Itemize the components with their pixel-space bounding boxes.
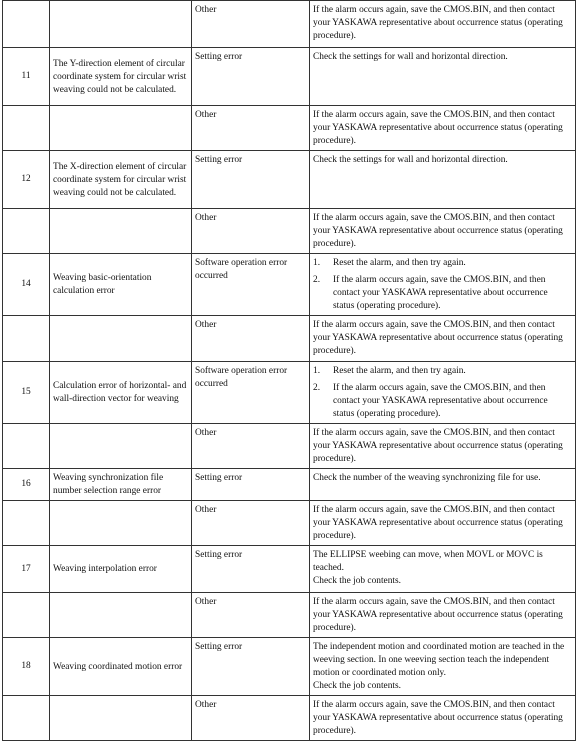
alarm-number	[3, 501, 50, 546]
alarm-cause: Setting error	[192, 469, 310, 501]
remedy-step	[313, 257, 571, 270]
alarm-number	[3, 209, 50, 254]
alarm-number: 11	[3, 48, 50, 106]
remedy-steps	[313, 257, 571, 313]
alarm-remedy	[310, 696, 576, 741]
table-row	[3, 316, 576, 362]
alarm-cause: Setting error	[192, 546, 310, 593]
remedy-line: If the alarm occurs again, save the CMOS.BIN, and then contact your YASKAWA representative about occurrence status (operating procedure).	[313, 5, 563, 41]
remedy-steps	[313, 365, 571, 421]
table-row	[3, 151, 576, 209]
alarm-number: 14	[3, 254, 50, 316]
alarm-remedy	[310, 48, 576, 106]
alarm-number	[3, 593, 50, 638]
alarm-cause: Other	[192, 696, 310, 741]
alarm-number: 12	[3, 151, 50, 209]
remedy-step	[313, 365, 571, 378]
alarm-remedy	[310, 151, 576, 209]
alarm-cause: Other	[192, 501, 310, 546]
step-number: 1.	[313, 366, 321, 376]
step-text: Reset the alarm, and then try again.	[333, 366, 466, 376]
alarm-cause: Setting error	[192, 151, 310, 209]
alarm-remedy	[310, 254, 576, 316]
alarm-description: Calculation error of horizontal- and wall-direction vector for weaving	[50, 362, 192, 424]
alarm-description	[50, 501, 192, 546]
alarm-remedy	[310, 316, 576, 362]
alarm-cause: Other	[192, 209, 310, 254]
remedy-line: Check the number of the weaving synchronizing file for use.	[313, 473, 541, 483]
alarm-description: Weaving coordinated motion error	[50, 638, 192, 696]
table-row	[3, 48, 576, 106]
remedy-line: If the alarm occurs again, save the CMOS.BIN, and then contact your YASKAWA representative about occurrence status (operating procedure).	[313, 110, 563, 146]
remedy-line: If the alarm occurs again, save the CMOS.BIN, and then contact your YASKAWA representative about occurrence status (operating procedure).	[313, 213, 563, 249]
alarm-remedy	[310, 209, 576, 254]
alarm-number	[3, 1, 50, 48]
step-text: If the alarm occurs again, save the CMOS.BIN, and then contact your YASKAWA representative about occurrence status (operating procedure).	[333, 275, 548, 311]
alarm-cause: Software operation error occurred	[192, 254, 310, 316]
table-row	[3, 469, 576, 501]
alarm-number	[3, 316, 50, 362]
alarm-number: 17	[3, 546, 50, 593]
alarm-description	[50, 424, 192, 469]
alarm-description: Weaving basic-orientation calculation error	[50, 254, 192, 316]
alarm-number: 15	[3, 362, 50, 424]
table-row	[3, 546, 576, 593]
alarm-cause: Other	[192, 424, 310, 469]
alarm-remedy	[310, 424, 576, 469]
alarm-cause: Software operation error occurred	[192, 362, 310, 424]
table-row	[3, 362, 576, 424]
alarm-description	[50, 1, 192, 48]
alarm-cause: Other	[192, 593, 310, 638]
alarm-description: Weaving synchronization file number selection range error	[50, 469, 192, 501]
alarm-table	[2, 0, 576, 741]
remedy-line: If the alarm occurs again, save the CMOS.BIN, and then contact your YASKAWA representative about occurrence status (operating procedure).	[313, 320, 563, 356]
table-row	[3, 1, 576, 48]
remedy-line: If the alarm occurs again, save the CMOS.BIN, and then contact your YASKAWA representative about occurrence status (operating procedure).	[313, 428, 563, 464]
remedy-line: Check the job contents.	[313, 681, 402, 691]
alarm-cause: Setting error	[192, 48, 310, 106]
step-number: 2.	[313, 275, 321, 285]
table-row	[3, 254, 576, 316]
alarm-remedy	[310, 593, 576, 638]
alarm-remedy	[310, 501, 576, 546]
alarm-number: 18	[3, 638, 50, 696]
remedy-line: If the alarm occurs again, save the CMOS.BIN, and then contact your YASKAWA representative about occurrence status (operating procedure).	[313, 700, 563, 736]
alarm-description	[50, 593, 192, 638]
remedy-line: Check the settings for wall and horizontal direction.	[313, 52, 508, 62]
remedy-step	[313, 382, 571, 421]
remedy-line: The ELLIPSE weebing can move, when MOVL or MOVC is teached.	[313, 550, 543, 573]
alarm-number: 16	[3, 469, 50, 501]
table-row	[3, 106, 576, 151]
remedy-line: Check the job contents.	[313, 576, 402, 586]
step-number: 2.	[313, 383, 321, 393]
remedy-line: Check the settings for wall and horizontal direction.	[313, 155, 508, 165]
step-text: If the alarm occurs again, save the CMOS.BIN, and then contact your YASKAWA representative about occurrence status (operating procedure).	[333, 383, 548, 419]
alarm-number	[3, 424, 50, 469]
alarm-remedy	[310, 362, 576, 424]
alarm-number	[3, 696, 50, 741]
step-text: Reset the alarm, and then try again.	[333, 258, 466, 268]
table-row	[3, 593, 576, 638]
table-row	[3, 501, 576, 546]
alarm-description	[50, 106, 192, 151]
alarm-description	[50, 696, 192, 741]
table-row	[3, 696, 576, 741]
alarm-description	[50, 316, 192, 362]
alarm-remedy	[310, 1, 576, 48]
alarm-cause: Other	[192, 106, 310, 151]
table-row	[3, 424, 576, 469]
alarm-cause: Setting error	[192, 638, 310, 696]
alarm-description: The X-direction element of circular coordinate system for circular wrist weaving could not be calculated.	[50, 151, 192, 209]
alarm-number	[3, 106, 50, 151]
alarm-cause: Other	[192, 316, 310, 362]
alarm-remedy	[310, 546, 576, 593]
alarm-cause: Other	[192, 1, 310, 48]
alarm-description: Weaving interpolation error	[50, 546, 192, 593]
table-row	[3, 209, 576, 254]
remedy-line: The independent motion and coordinated motion are teached in the weeving section. In one weeving section teach the independent motion or coordinated motion only.	[313, 642, 565, 678]
alarm-description	[50, 209, 192, 254]
alarm-remedy	[310, 638, 576, 696]
remedy-line: If the alarm occurs again, save the CMOS.BIN, and then contact your YASKAWA representative about occurrence status (operating procedure).	[313, 505, 563, 541]
alarm-description: The Y-direction element of circular coordinate system for circular wrist weaving could not be calculated.	[50, 48, 192, 106]
step-number: 1.	[313, 258, 321, 268]
alarm-remedy	[310, 106, 576, 151]
remedy-step	[313, 274, 571, 313]
alarm-remedy	[310, 469, 576, 501]
table-row	[3, 638, 576, 696]
alarm-table-body	[3, 1, 576, 741]
remedy-line: If the alarm occurs again, save the CMOS.BIN, and then contact your YASKAWA representative about occurrence status (operating procedure).	[313, 597, 563, 633]
